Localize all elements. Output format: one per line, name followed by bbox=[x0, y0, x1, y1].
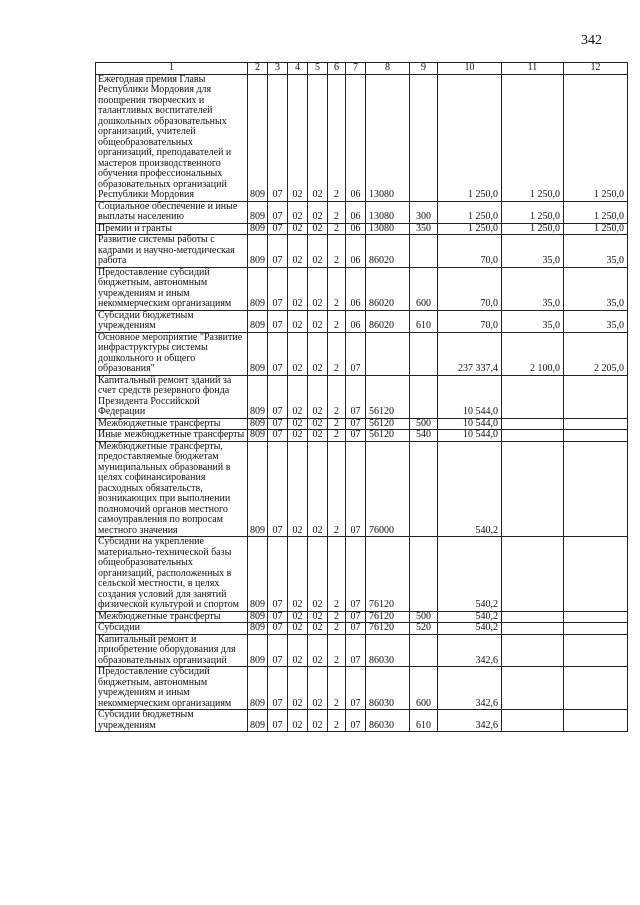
cell-c7: 07 bbox=[346, 332, 366, 375]
cell-c4: 02 bbox=[288, 611, 308, 623]
cell-c6: 2 bbox=[328, 223, 346, 235]
cell-c10: 237 337,4 bbox=[438, 332, 502, 375]
cell-c3: 07 bbox=[268, 667, 288, 710]
cell-c7: 07 bbox=[346, 537, 366, 612]
cell-c2: 809 bbox=[248, 611, 268, 623]
column-header-7: 7 bbox=[346, 63, 366, 75]
cell-c6: 2 bbox=[328, 310, 346, 332]
cell-c8: 86020 bbox=[366, 235, 410, 268]
column-header-6: 6 bbox=[328, 63, 346, 75]
cell-c10: 70,0 bbox=[438, 267, 502, 310]
cell-c4: 02 bbox=[288, 267, 308, 310]
cell-c11 bbox=[502, 418, 564, 430]
cell-c9: 500 bbox=[410, 611, 438, 623]
cell-c2: 809 bbox=[248, 430, 268, 442]
cell-c8: 56120 bbox=[366, 375, 410, 418]
cell-c4: 02 bbox=[288, 667, 308, 710]
row-name-cell: Предоставление субсидий бюджетным, автономным учреждениям и иным некоммерческим организациям bbox=[96, 267, 248, 310]
cell-c11: 35,0 bbox=[502, 310, 564, 332]
cell-c2: 809 bbox=[248, 418, 268, 430]
cell-c5: 02 bbox=[308, 310, 328, 332]
row-name-cell: Капитальный ремонт зданий за счет средств резервного фонда Президента Российской Федерации bbox=[96, 375, 248, 418]
cell-c8: 76120 bbox=[366, 611, 410, 623]
cell-c7: 07 bbox=[346, 375, 366, 418]
cell-c11: 35,0 bbox=[502, 267, 564, 310]
cell-c7: 07 bbox=[346, 430, 366, 442]
cell-c5: 02 bbox=[308, 375, 328, 418]
cell-c3: 07 bbox=[268, 74, 288, 201]
cell-c9: 600 bbox=[410, 267, 438, 310]
cell-c10: 540,2 bbox=[438, 623, 502, 635]
column-header-11: 11 bbox=[502, 63, 564, 75]
cell-c7: 06 bbox=[346, 74, 366, 201]
cell-c10: 540,2 bbox=[438, 611, 502, 623]
column-header-8: 8 bbox=[366, 63, 410, 75]
row-name-cell: Ежегодная премия Главы Республики Мордовия для поощрения творческих и талантливых воспитателей дошкольных образовательных организаций, учителей общеобразовательных организаций, преподавателей и мастеров производственного обучения профессиональных образовательных организаций Республики Мордовия bbox=[96, 74, 248, 201]
cell-c9 bbox=[410, 537, 438, 612]
cell-c11 bbox=[502, 430, 564, 442]
cell-c5: 02 bbox=[308, 267, 328, 310]
cell-c4: 02 bbox=[288, 375, 308, 418]
table-row bbox=[96, 74, 628, 201]
row-name-cell: Иные межбюджетные трансферты bbox=[96, 430, 248, 442]
cell-c8: 86030 bbox=[366, 634, 410, 667]
cell-c5: 02 bbox=[308, 710, 328, 732]
cell-c2: 809 bbox=[248, 623, 268, 635]
cell-c3: 07 bbox=[268, 223, 288, 235]
table-body bbox=[96, 74, 628, 732]
cell-c8: 13080 bbox=[366, 74, 410, 201]
cell-c2: 809 bbox=[248, 235, 268, 268]
cell-c10: 10 544,0 bbox=[438, 375, 502, 418]
cell-c4: 02 bbox=[288, 201, 308, 223]
cell-c12: 35,0 bbox=[564, 235, 628, 268]
cell-c12: 1 250,0 bbox=[564, 223, 628, 235]
cell-c4: 02 bbox=[288, 710, 308, 732]
cell-c9: 350 bbox=[410, 223, 438, 235]
cell-c3: 07 bbox=[268, 430, 288, 442]
cell-c12 bbox=[564, 441, 628, 537]
cell-c5: 02 bbox=[308, 537, 328, 612]
cell-c9 bbox=[410, 375, 438, 418]
cell-c11 bbox=[502, 441, 564, 537]
column-header-1: 1 bbox=[96, 63, 248, 75]
cell-c6: 2 bbox=[328, 623, 346, 635]
table-row bbox=[96, 418, 628, 430]
cell-c3: 07 bbox=[268, 235, 288, 268]
cell-c3: 07 bbox=[268, 634, 288, 667]
cell-c7: 07 bbox=[346, 623, 366, 635]
cell-c2: 809 bbox=[248, 332, 268, 375]
cell-c7: 07 bbox=[346, 611, 366, 623]
cell-c5: 02 bbox=[308, 611, 328, 623]
cell-c8: 56120 bbox=[366, 430, 410, 442]
cell-c12 bbox=[564, 375, 628, 418]
cell-c8: 56120 bbox=[366, 418, 410, 430]
budget-table bbox=[95, 62, 628, 732]
cell-c10: 1 250,0 bbox=[438, 223, 502, 235]
cell-c12 bbox=[564, 623, 628, 635]
cell-c5: 02 bbox=[308, 201, 328, 223]
cell-c12: 35,0 bbox=[564, 310, 628, 332]
cell-c11: 2 100,0 bbox=[502, 332, 564, 375]
cell-c12: 1 250,0 bbox=[564, 74, 628, 201]
cell-c10: 10 544,0 bbox=[438, 418, 502, 430]
cell-c9: 300 bbox=[410, 201, 438, 223]
cell-c12 bbox=[564, 634, 628, 667]
cell-c4: 02 bbox=[288, 441, 308, 537]
cell-c3: 07 bbox=[268, 418, 288, 430]
cell-c4: 02 bbox=[288, 418, 308, 430]
cell-c5: 02 bbox=[308, 634, 328, 667]
cell-c3: 07 bbox=[268, 375, 288, 418]
table-row bbox=[96, 375, 628, 418]
cell-c2: 809 bbox=[248, 667, 268, 710]
cell-c4: 02 bbox=[288, 634, 308, 667]
cell-c5: 02 bbox=[308, 235, 328, 268]
cell-c5: 02 bbox=[308, 623, 328, 635]
cell-c5: 02 bbox=[308, 74, 328, 201]
cell-c11: 35,0 bbox=[502, 235, 564, 268]
row-name-cell: Развитие системы работы с кадрами и научно-методическая работа bbox=[96, 235, 248, 268]
cell-c2: 809 bbox=[248, 201, 268, 223]
cell-c7: 07 bbox=[346, 634, 366, 667]
table-row bbox=[96, 310, 628, 332]
row-name-cell: Социальное обеспечение и иные выплаты населению bbox=[96, 201, 248, 223]
cell-c12 bbox=[564, 611, 628, 623]
cell-c8: 86030 bbox=[366, 710, 410, 732]
cell-c2: 809 bbox=[248, 267, 268, 310]
cell-c5: 02 bbox=[308, 667, 328, 710]
table-row bbox=[96, 611, 628, 623]
cell-c4: 02 bbox=[288, 332, 308, 375]
page-number: 342 bbox=[581, 33, 602, 48]
cell-c6: 2 bbox=[328, 430, 346, 442]
column-header-2: 2 bbox=[248, 63, 268, 75]
table-row bbox=[96, 267, 628, 310]
cell-c10: 342,6 bbox=[438, 667, 502, 710]
cell-c5: 02 bbox=[308, 418, 328, 430]
cell-c12 bbox=[564, 710, 628, 732]
cell-c5: 02 bbox=[308, 332, 328, 375]
table-row bbox=[96, 332, 628, 375]
cell-c11 bbox=[502, 623, 564, 635]
cell-c4: 02 bbox=[288, 223, 308, 235]
cell-c11 bbox=[502, 537, 564, 612]
cell-c9: 520 bbox=[410, 623, 438, 635]
cell-c2: 809 bbox=[248, 74, 268, 201]
row-name-cell: Субсидии бюджетным учреждениям bbox=[96, 710, 248, 732]
cell-c12 bbox=[564, 537, 628, 612]
cell-c9: 500 bbox=[410, 418, 438, 430]
cell-c2: 809 bbox=[248, 310, 268, 332]
cell-c12 bbox=[564, 430, 628, 442]
cell-c3: 07 bbox=[268, 623, 288, 635]
cell-c2: 809 bbox=[248, 441, 268, 537]
cell-c7: 07 bbox=[346, 418, 366, 430]
cell-c7: 06 bbox=[346, 310, 366, 332]
cell-c12: 35,0 bbox=[564, 267, 628, 310]
cell-c4: 02 bbox=[288, 623, 308, 635]
row-name-cell: Межбюджетные трансферты bbox=[96, 611, 248, 623]
cell-c5: 02 bbox=[308, 223, 328, 235]
cell-c12 bbox=[564, 418, 628, 430]
cell-c6: 2 bbox=[328, 74, 346, 201]
cell-c3: 07 bbox=[268, 267, 288, 310]
table-row bbox=[96, 430, 628, 442]
cell-c8: 76000 bbox=[366, 441, 410, 537]
cell-c6: 2 bbox=[328, 634, 346, 667]
cell-c11 bbox=[502, 710, 564, 732]
cell-c10: 10 544,0 bbox=[438, 430, 502, 442]
column-header-3: 3 bbox=[268, 63, 288, 75]
cell-c9: 600 bbox=[410, 667, 438, 710]
cell-c7: 07 bbox=[346, 667, 366, 710]
cell-c7: 06 bbox=[346, 267, 366, 310]
cell-c12: 1 250,0 bbox=[564, 201, 628, 223]
cell-c10: 1 250,0 bbox=[438, 201, 502, 223]
cell-c3: 07 bbox=[268, 332, 288, 375]
column-header-10: 10 bbox=[438, 63, 502, 75]
cell-c11: 1 250,0 bbox=[502, 74, 564, 201]
row-name-cell: Субсидии на укрепление материально-технической базы общеобразовательных организаций, расположенных в сельской местности, в целях создания условий для занятий физической культурой и спортом bbox=[96, 537, 248, 612]
cell-c3: 07 bbox=[268, 201, 288, 223]
cell-c6: 2 bbox=[328, 611, 346, 623]
cell-c8: 13080 bbox=[366, 223, 410, 235]
cell-c6: 2 bbox=[328, 332, 346, 375]
table-row bbox=[96, 441, 628, 537]
cell-c3: 07 bbox=[268, 537, 288, 612]
cell-c4: 02 bbox=[288, 430, 308, 442]
cell-c4: 02 bbox=[288, 310, 308, 332]
row-name-cell: Капитальный ремонт и приобретение оборудования для образовательных организаций bbox=[96, 634, 248, 667]
cell-c8: 86020 bbox=[366, 310, 410, 332]
cell-c8 bbox=[366, 332, 410, 375]
cell-c11 bbox=[502, 634, 564, 667]
cell-c11: 1 250,0 bbox=[502, 223, 564, 235]
column-header-12: 12 bbox=[564, 63, 628, 75]
cell-c10: 70,0 bbox=[438, 235, 502, 268]
row-name-cell: Премии и гранты bbox=[96, 223, 248, 235]
cell-c10: 70,0 bbox=[438, 310, 502, 332]
cell-c2: 809 bbox=[248, 223, 268, 235]
cell-c7: 07 bbox=[346, 441, 366, 537]
row-name-cell: Межбюджетные трансферты, предоставляемые бюджетам муниципальных образований в целях софинансирования расходных обязательств, возникающих при выполнении полномочий органов местного самоуправления по вопросам местного значения bbox=[96, 441, 248, 537]
cell-c7: 06 bbox=[346, 223, 366, 235]
cell-c2: 809 bbox=[248, 375, 268, 418]
cell-c6: 2 bbox=[328, 710, 346, 732]
cell-c8: 86020 bbox=[366, 267, 410, 310]
cell-c9: 610 bbox=[410, 710, 438, 732]
row-name-cell: Субсидии бюджетным учреждениям bbox=[96, 310, 248, 332]
cell-c6: 2 bbox=[328, 418, 346, 430]
column-header-4: 4 bbox=[288, 63, 308, 75]
cell-c6: 2 bbox=[328, 375, 346, 418]
row-name-cell: Субсидии bbox=[96, 623, 248, 635]
cell-c3: 07 bbox=[268, 441, 288, 537]
cell-c11: 1 250,0 bbox=[502, 201, 564, 223]
cell-c3: 07 bbox=[268, 611, 288, 623]
table-row bbox=[96, 537, 628, 612]
table-row bbox=[96, 667, 628, 710]
cell-c9 bbox=[410, 332, 438, 375]
cell-c8: 76120 bbox=[366, 623, 410, 635]
cell-c11 bbox=[502, 667, 564, 710]
cell-c10: 342,6 bbox=[438, 710, 502, 732]
cell-c10: 540,2 bbox=[438, 537, 502, 612]
cell-c6: 2 bbox=[328, 537, 346, 612]
cell-c6: 2 bbox=[328, 267, 346, 310]
column-header-9: 9 bbox=[410, 63, 438, 75]
cell-c7: 06 bbox=[346, 235, 366, 268]
cell-c6: 2 bbox=[328, 235, 346, 268]
table-row bbox=[96, 634, 628, 667]
table-row bbox=[96, 201, 628, 223]
cell-c9 bbox=[410, 235, 438, 268]
cell-c4: 02 bbox=[288, 74, 308, 201]
cell-c10: 342,6 bbox=[438, 634, 502, 667]
cell-c7: 06 bbox=[346, 201, 366, 223]
cell-c4: 02 bbox=[288, 537, 308, 612]
cell-c8: 76120 bbox=[366, 537, 410, 612]
row-name-cell: Межбюджетные трансферты bbox=[96, 418, 248, 430]
cell-c9 bbox=[410, 441, 438, 537]
cell-c9 bbox=[410, 634, 438, 667]
cell-c9: 610 bbox=[410, 310, 438, 332]
cell-c9: 540 bbox=[410, 430, 438, 442]
cell-c2: 809 bbox=[248, 537, 268, 612]
cell-c8: 13080 bbox=[366, 201, 410, 223]
cell-c6: 2 bbox=[328, 441, 346, 537]
column-header-5: 5 bbox=[308, 63, 328, 75]
cell-c3: 07 bbox=[268, 710, 288, 732]
cell-c9 bbox=[410, 74, 438, 201]
cell-c10: 540,2 bbox=[438, 441, 502, 537]
cell-c5: 02 bbox=[308, 430, 328, 442]
cell-c7: 07 bbox=[346, 710, 366, 732]
table-row bbox=[96, 623, 628, 635]
table-row bbox=[96, 235, 628, 268]
cell-c10: 1 250,0 bbox=[438, 74, 502, 201]
cell-c4: 02 bbox=[288, 235, 308, 268]
row-name-cell: Основное мероприятие "Развитие инфраструктуры системы дошкольного и общего образования" bbox=[96, 332, 248, 375]
table-row bbox=[96, 710, 628, 732]
cell-c8: 86030 bbox=[366, 667, 410, 710]
table-row bbox=[96, 223, 628, 235]
header-row bbox=[96, 63, 628, 75]
row-name-cell: Предоставление субсидий бюджетным, автономным учреждениям и иным некоммерческим организациям bbox=[96, 667, 248, 710]
cell-c12: 2 205,0 bbox=[564, 332, 628, 375]
cell-c2: 809 bbox=[248, 710, 268, 732]
cell-c12 bbox=[564, 667, 628, 710]
cell-c2: 809 bbox=[248, 634, 268, 667]
cell-c5: 02 bbox=[308, 441, 328, 537]
cell-c6: 2 bbox=[328, 201, 346, 223]
cell-c11 bbox=[502, 375, 564, 418]
cell-c3: 07 bbox=[268, 310, 288, 332]
cell-c11 bbox=[502, 611, 564, 623]
cell-c6: 2 bbox=[328, 667, 346, 710]
